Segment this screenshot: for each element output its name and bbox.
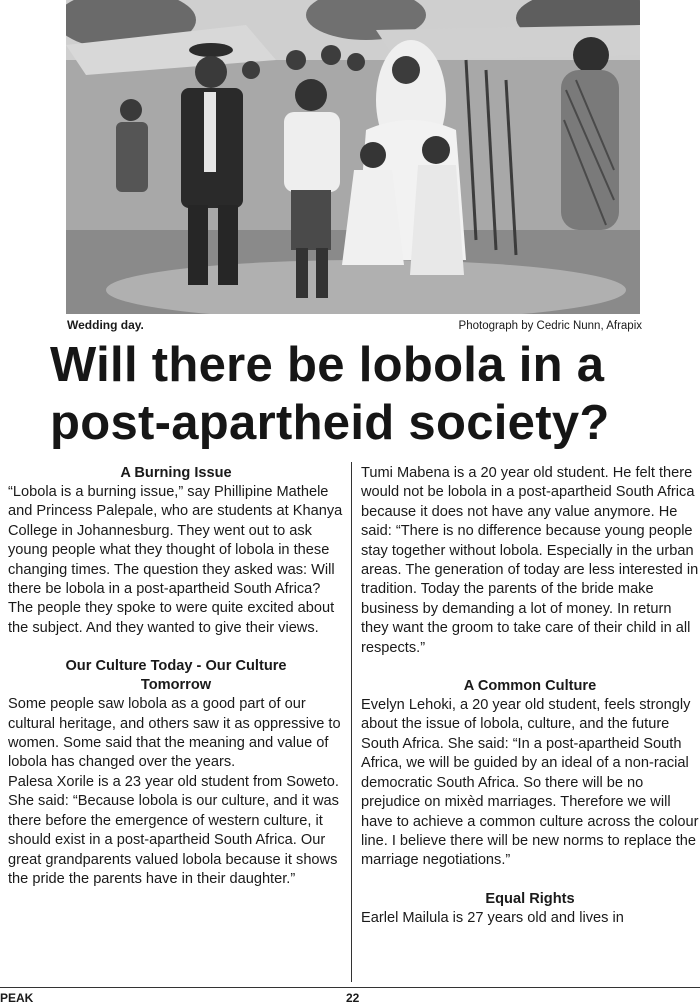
section-body-common-culture: Evelyn Lehoki, a 20 year old student, feels strongly about the issue of lobola, culture, and the future South Africa. She said: “In a post-apartheid South Africa, we will be guided by an ideal of a non-racial democratic South Africa. So there will be no prejudice on mixèd marriages. Therefore we will have to achieve a common culture across the colour line. I believe there will be new norms to replace the marriage negotiations.” — [361, 697, 699, 869]
section-body-our-culture-1: Some people saw lobola as a good part of our cultural heritage, and others saw it as oppressive to women. Some said that the meaning and value of lobola has changed over the years. — [8, 696, 341, 771]
section-heading-burning-issue: A Burning Issue — [120, 465, 232, 481]
column-divider — [351, 462, 352, 982]
section-body-tumi: Tumi Mabena is a 20 year old student. He felt there would not be lobola in a post-apartheid South Africa because it does not have any value anymore. He said: “There is no difference because young people stay together without lobola. Especially in the urban areas. The generation of today are less interested in tradition. Today the parents of the bride make business by demanding a lot of money. In return they want the groom to take care of their child in all respects.” — [361, 465, 699, 656]
section-heading-our-culture-line-1: Our Culture Today - Our Culture — [65, 658, 287, 675]
section-heading-equal-rights: Equal Rights — [485, 890, 575, 907]
section-heading-our-culture — [8, 657, 344, 695]
wedding-photo — [66, 0, 640, 314]
right-column — [361, 464, 699, 928]
article-headline — [50, 336, 690, 452]
wedding-photo-illustration — [66, 0, 640, 314]
section-heading-common-culture: A Common Culture — [463, 678, 597, 695]
section-heading-our-culture-line-2: Tomorrow — [140, 677, 212, 694]
section-body-equal-rights: Earlel Mailula is 27 years old and lives in — [361, 909, 624, 926]
section-body-our-culture-2: Palesa Xorile is a 23 year old student from Soweto. She said: “Because lobola is our culture, and it was there before the emergence of western culture, it should exist in a post-apartheid South Africa. Our great grandparents valued lobola because it shows the pride the parents have in their daughter.” — [8, 773, 339, 887]
photo-caption: Wedding day. — [67, 318, 144, 332]
publication-name: PEAK — [0, 991, 34, 1005]
headline-line-1: Will there be lobola in a — [50, 338, 605, 392]
left-column — [8, 464, 344, 889]
page-number: 22 — [346, 991, 360, 1005]
photo-credit: Photograph by Cedric Nunn, Afrapix — [458, 320, 642, 332]
section-body-burning-issue: “Lobola is a burning issue,” say Phillipine Mathele and Princess Palepale, who are students at Khanya College in Johannesburg. They went out to ask young people what they thought of lobola in these changing times. The question they asked was: Will there be lobola in a post-apartheid South Africa? The people they spoke to were quite excited about the subject. And they wanted to give their views. — [8, 484, 343, 636]
footer-rule — [0, 987, 700, 988]
headline-line-2: post-apartheid society? — [50, 396, 610, 450]
